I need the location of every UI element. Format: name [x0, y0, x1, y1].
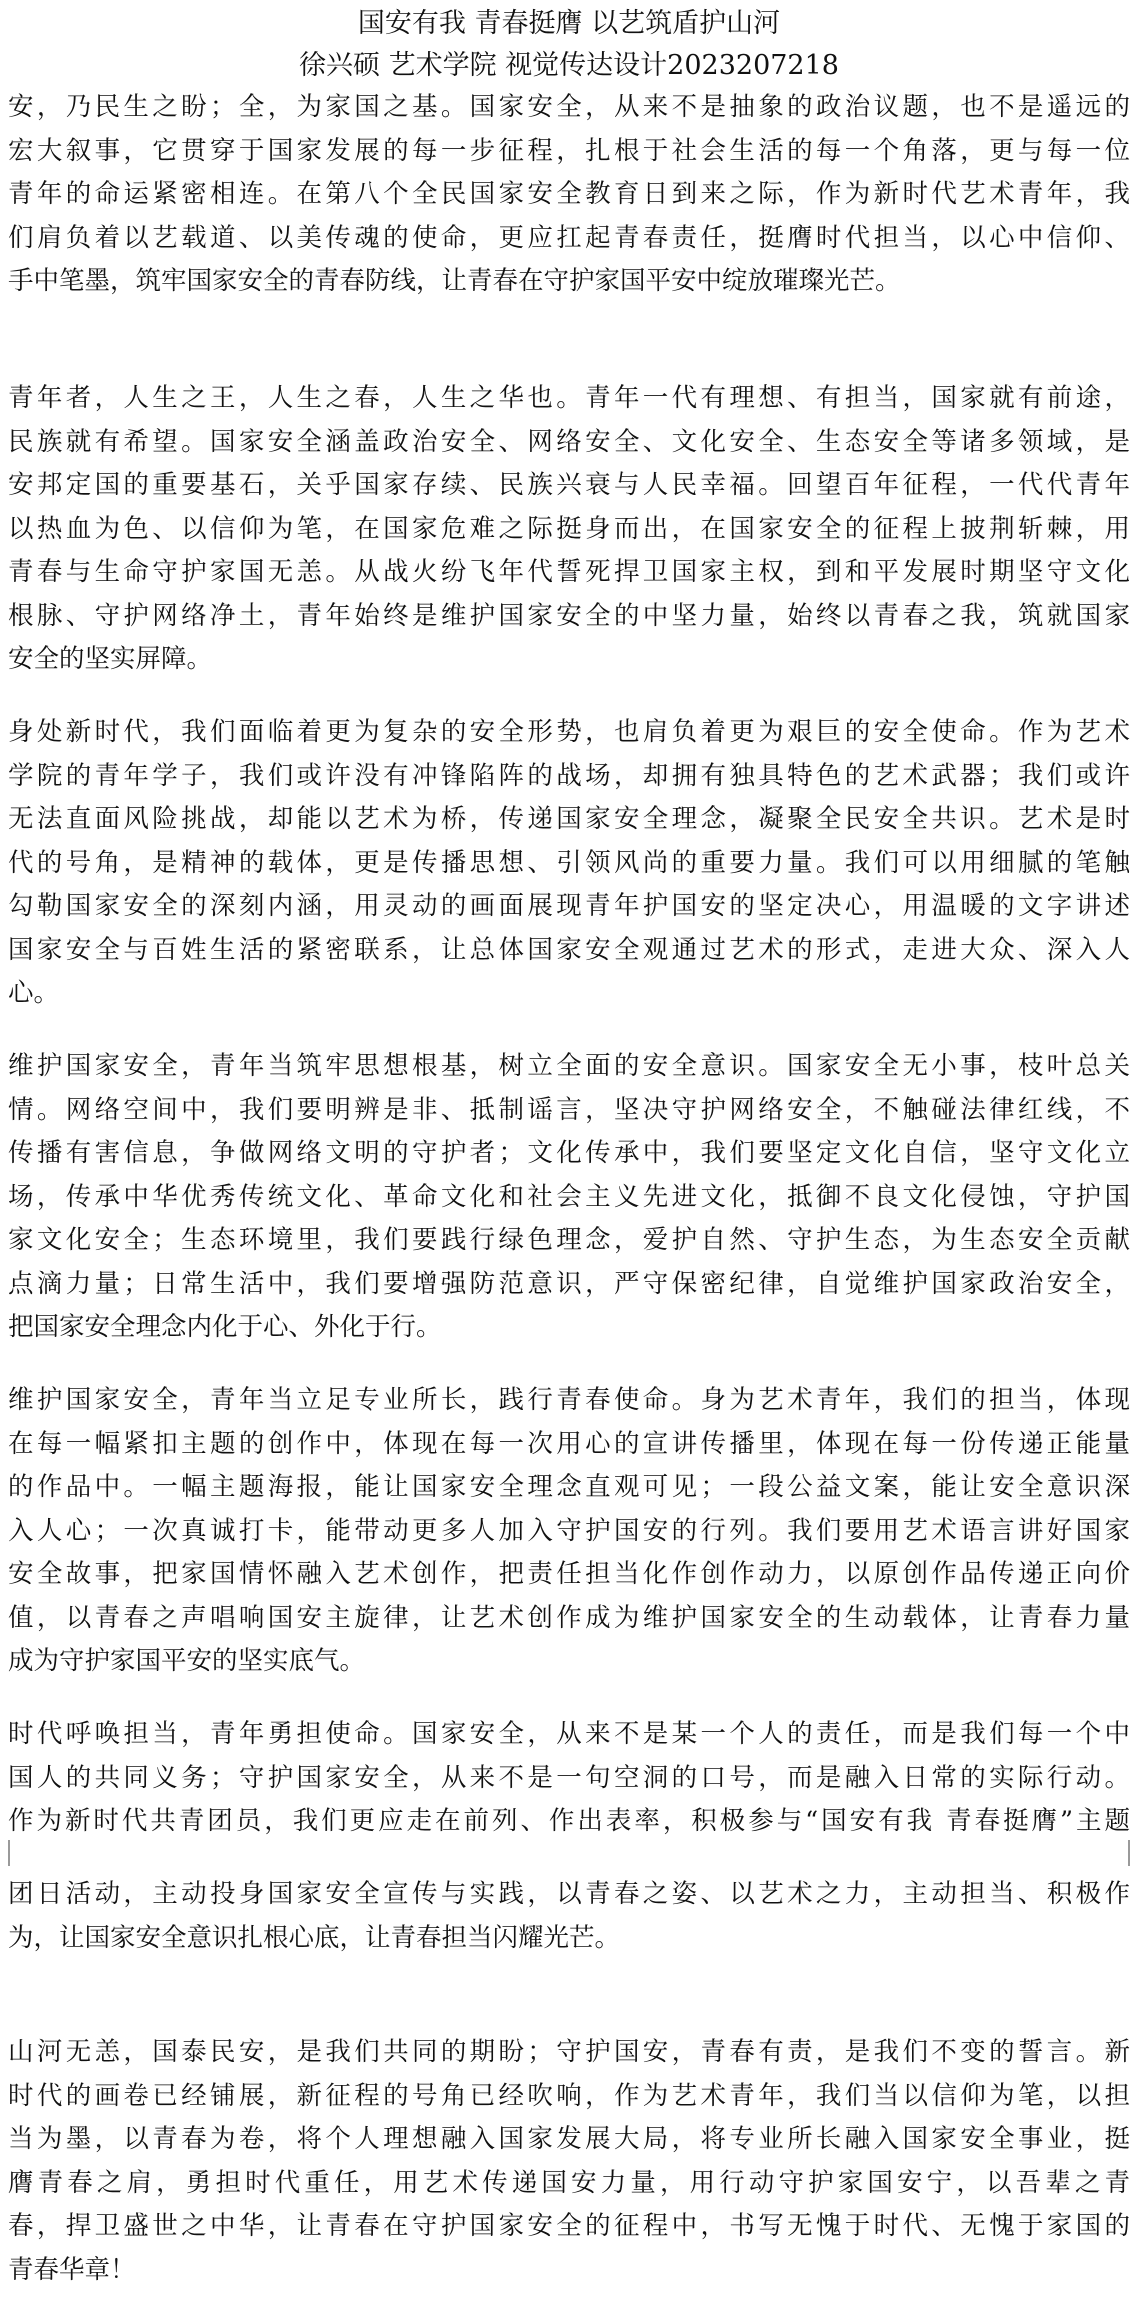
paragraph: [8, 377, 1130, 682]
text-line: 青年的命运紧密相连。在第八个全民国家安全教育日到来之际，作为新时代艺术青年，我: [8, 179, 1130, 209]
text-line: 根脉、守护网络净土，青年始终是维护国家安全的中坚力量，始终以青春之我，筑就国家: [8, 600, 1130, 631]
text-line: 团日活动，主动投身国家安全宣传与实践，以青春之姿、以艺术之力，主动担当、积极作: [8, 1879, 1130, 1909]
text-line: 青春与生命守护家国无恙。从战火纷飞年代誓死捍卫国家主权，到和平发展时期坚守文化: [8, 557, 1130, 587]
text-line: 为，让国家安全意识扎根心底，让青春担当闪耀光芒。: [8, 1922, 621, 1953]
text-line: 春，捍卫盛世之中华，让青春在守护国家安全的征程中，书写无愧于时代、无愧于家国的: [8, 2211, 1130, 2241]
text-line: 安，乃民生之盼；全，为家国之基。国家安全，从来不是抽象的政治议题，也不是遥远的: [8, 92, 1130, 122]
text-line: 的作品中。一幅主题海报，能让国家安全理念直观可见；一段公益文案，能让安全意识深: [8, 1472, 1130, 1502]
text-line: 们肩负着以艺载道、以美传魂的使命，更应扛起青春责任，挺膺时代担当，以心中信仰、: [8, 222, 1130, 253]
text-line: 维护国家安全，青年当筑牢思想根基，树立全面的安全意识。国家安全无小事，枝叶总关: [8, 1051, 1130, 1081]
paragraph: [8, 1713, 1130, 1844]
document-title: 国安有我 青春挺膺 以艺筑盾护山河: [357, 8, 781, 39]
text-line: 场，传承中华优秀传统文化、革命文化和社会主义先进文化，抵御不良文化侵蚀，守护国: [8, 1181, 1130, 1212]
text-line: 点滴力量；日常生活中，我们要增强防范意识，严守保密纪律，自觉维护国家政治安全，: [8, 1268, 1130, 1299]
page-break-marker-right: [1128, 1840, 1130, 1866]
text-line: 成为守护家国平安的坚实底气。: [8, 1646, 366, 1676]
text-line: 勾勒国家安全的深刻内涵，用灵动的画面展现青年护国安的坚定决心，用温暖的文字讲述: [8, 891, 1130, 921]
text-line: 安全的坚实屏障。: [8, 644, 213, 674]
text-line: 民族就有希望。国家安全涵盖政治安全、网络安全、文化安全、生态安全等诸多领域，是: [8, 426, 1130, 457]
text-line: 膺青春之肩，勇担时代重任，用艺术传递国安力量，用行动守护家国安宁，以吾辈之青: [8, 2167, 1130, 2198]
paragraph: [8, 1045, 1130, 1350]
text-line: 心。: [8, 978, 60, 1008]
text-line: 宏大叙事，它贯穿于国家发展的每一步征程，扎根于社会生活的每一个角落，更与每一位: [8, 135, 1130, 166]
text-line: 青春华章！: [8, 2254, 136, 2285]
text-line: 时代呼唤担当，青年勇担使命。国家安全，从来不是某一个人的责任，而是我们每一个中: [8, 1719, 1130, 1749]
text-line: 作为新时代共青团员，我们更应走在前列、作出表率，积极参与“国安有我 青春挺膺”主题: [8, 1806, 1130, 1836]
paragraph: [8, 2031, 1130, 2292]
text-line: 身处新时代，我们面临着更为复杂的安全形势，也肩负着更为艰巨的安全使命。作为艺术: [8, 717, 1130, 747]
text-line: 入人心；一次真诚打卡，能带动更多人加入守护国安的行列。我们要用艺术语言讲好国家: [8, 1515, 1130, 1546]
text-line: 山河无恙，国泰民安，是我们共同的期盼；守护国安，青春有责，是我们不变的誓言。新: [8, 2037, 1130, 2067]
text-line: 青年者，人生之王，人生之春，人生之华也。青年一代有理想、有担当，国家就有前途，: [8, 383, 1130, 413]
text-line: 家文化安全；生态环境里，我们要践行绿色理念，爱护自然、守护生态，为生态安全贡献: [8, 1225, 1130, 1255]
paragraph: [8, 711, 1130, 1016]
text-line: 维护国家安全，青年当立足专业所长，践行青春使命。身为艺术青年，我们的担当，体现: [8, 1385, 1130, 1415]
text-line: 把国家安全理念内化于心、外化于行。: [8, 1312, 442, 1342]
text-line: 值，以青春之声唱响国安主旋律，让艺术创作成为维护国家安全的生动载体，让青春力量: [8, 1602, 1130, 1633]
text-line: 国人的共同义务；守护国家安全，从来不是一句空洞的口号，而是融入日常的实际行动。: [8, 1762, 1130, 1793]
text-line: 以热血为色、以信仰为笔，在国家危难之际挺身而出，在国家安全的征程上披荆斩棘，用: [8, 513, 1130, 544]
page-break-marker-left: [8, 1840, 10, 1866]
text-line: 安全故事，把家国情怀融入艺术创作，把责任担当化作创作动力，以原创作品传递正向价: [8, 1559, 1130, 1589]
text-line: 无法直面风险挑战，却能以艺术为桥，传递国家安全理念，凝聚全民安全共识。艺术是时: [8, 804, 1130, 834]
text-line: 传播有害信息，争做网络文明的守护者；文化传承中，我们要坚定文化自信，坚守文化立: [8, 1138, 1130, 1168]
text-line: 当为墨，以青春为卷，将个人理想融入国家发展大局，将专业所长融入国家安全事业，挺: [8, 2124, 1130, 2154]
text-line: 手中笔墨，筑牢国家安全的青春防线，让青春在守护家国平安中绽放璀璨光芒。: [8, 266, 901, 296]
paragraph: [8, 1379, 1130, 1684]
text-line: 安邦定国的重要基石，关乎国家存续、民族兴衰与人民幸福。回望百年征程，一代代青年: [8, 470, 1130, 500]
paragraph: [8, 86, 1130, 304]
text-line: 国家安全与百姓生活的紧密联系，让总体国家安全观通过艺术的形式，走进大众、深入人: [8, 934, 1130, 965]
text-line: 学院的青年学子，我们或许没有冲锋陷阵的战场，却拥有独具特色的艺术武器；我们或许: [8, 760, 1130, 791]
text-line: 情。网络空间中，我们要明辨是非、抵制谣言，坚决守护网络安全，不触碰法律红线，不: [8, 1094, 1130, 1125]
paragraph: [8, 1873, 1130, 1960]
text-line: 在每一幅紧扣主题的创作中，体现在每一次用心的宣讲传播里，体现在每一份传递正能量: [8, 1428, 1130, 1459]
author-line: 徐兴硕 艺术学院 视觉传达设计2023207218: [299, 50, 839, 81]
text-line: 代的号角，是精神的载体，更是传播思想、引领风尚的重要力量。我们可以用细腻的笔触: [8, 847, 1130, 878]
text-line: 时代的画卷已经铺展，新征程的号角已经吹响，作为艺术青年，我们当以信仰为笔，以担: [8, 2080, 1130, 2111]
